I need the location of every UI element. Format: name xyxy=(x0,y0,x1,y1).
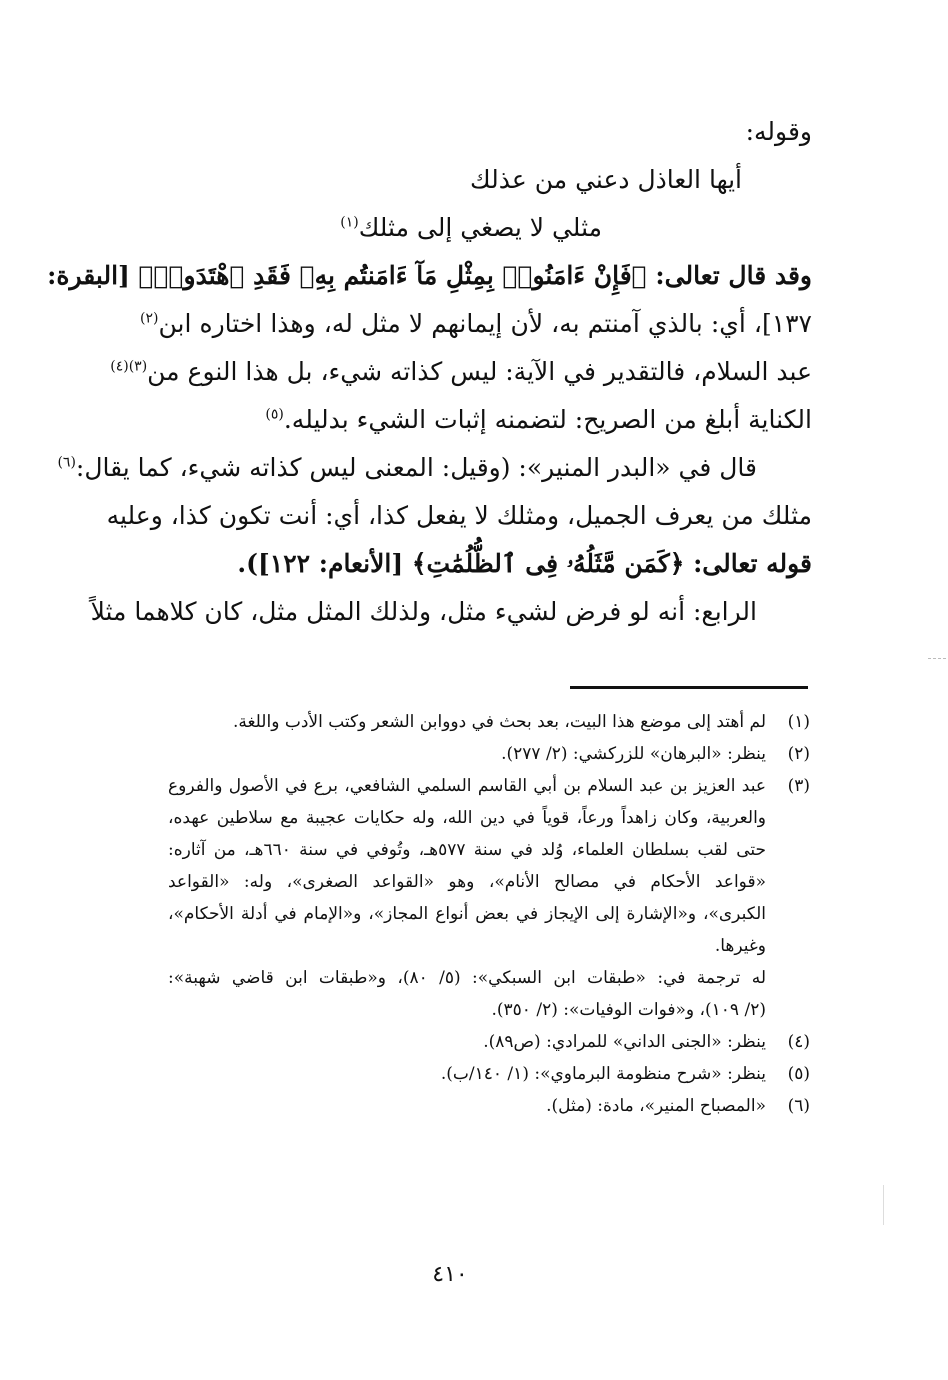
footnote-text: عبد العزيز بن عبد السلام بن أبي القاسم السلمي الشافعي، برع في الأصول والفروع xyxy=(168,776,766,796)
footnote-text: له ترجمة في: «طبقات ابن السبكي»: (٥/ ٨٠)، و«طبقات ابن قاضي شهبة»: xyxy=(168,968,767,988)
footnote xyxy=(168,738,810,770)
text-line xyxy=(57,444,812,492)
footnote-text: والعربية، وكان زاهداً ورعاً، قوياً في دين الله، وله حكايات عجيبة مع سلاطين عهده، xyxy=(168,808,766,828)
text-run: ١٣٧]، أي: بالذي آمنتم به، لأن إيمانهم لا مثل له، وهذا اختاره ابن xyxy=(158,309,812,338)
text-line: الرابع: أنه لو فرض لشيء مثل، ولذلك المثل مثل، كان كلاهما مثلاً xyxy=(90,597,757,626)
text-line: مثلك من يعرف الجميل، ومثلك لا يفعل كذا، أي: أنت تكون كذا، وعليه xyxy=(106,501,812,530)
footnote xyxy=(168,1090,810,1122)
footnote-divider xyxy=(570,686,808,689)
verse-line xyxy=(140,204,812,252)
footnote-ref: (١) xyxy=(340,214,359,231)
footnote xyxy=(168,1058,810,1090)
text-line: وقوله: xyxy=(745,117,812,146)
footnote xyxy=(168,770,810,1026)
footnote-number: (٥) xyxy=(787,1064,810,1084)
footnote-text: الكبرى»، و«الإشارة إلى الإيجاز في بعض أنواع المجاز»، و«الإمام في أدلة الأحكام»، xyxy=(168,904,766,924)
footnote-text: «قواعد الأحكام في مصالح الأنام»، وهو «القواعد الصغرى»، وله: «القواعد xyxy=(168,872,766,892)
footnote-number: (٦) xyxy=(787,1096,810,1116)
footnote-text: «المصباح المنير»، مادة: (مثل). xyxy=(546,1096,766,1116)
verse-text: مثلي لا يصغي إلى مثلك xyxy=(358,213,602,242)
footnote-text: لم أهتد إلى موضع هذا البيت، بعد بحث في دووابن الشعر وكتب الأدب واللغة. xyxy=(232,712,766,732)
page-number: ٤١٠ xyxy=(432,1262,468,1287)
text-run: الكناية أبلغ من الصريح: لتضمنه إثبات الشيء بدليله. xyxy=(283,405,812,434)
text-line: قوله تعالى: ﴿كَمَن مَّثَلُهُۥ فِى ٱلظُّلُمَٰتِ﴾ [الأنعام: ١٢٢]). xyxy=(237,549,812,578)
footnote-text: ينظر: «شرح منظومة البرماوي»: (١/ ١٤٠/ب). xyxy=(440,1064,766,1084)
text-run: عبد السلام، فالتقدير في الآية: ليس كذاته شيء، بل هذا النوع من xyxy=(147,357,812,386)
main-text xyxy=(47,108,812,636)
footnote-text: حتى لقب بسلطان العلماء، وُلد في سنة ٥٧٧هـ، وتُوفي في سنة ٦٦٠هـ، من آثاره: xyxy=(168,840,767,860)
text-line: وقد قال تعالى: ﴿فَإِنْ ءَامَنُوا۟ بِمِثْلِ مَآ ءَامَنتُم بِهِۦ فَقَدِ ٱهْتَدَوا۟﴾ [البقرة: xyxy=(47,261,812,290)
footnote-text: (٢/ ١٠٩)، و«فوات الوفيات»: (٢/ ٣٥٠). xyxy=(491,1000,766,1020)
footnote-text: وغيرها. xyxy=(714,936,766,956)
footnote xyxy=(168,706,810,738)
footnote-ref: (٢) xyxy=(140,310,159,327)
footnote-ref: (٣) xyxy=(128,358,148,375)
footnote-number: (٣) xyxy=(787,776,810,796)
text-line xyxy=(110,348,812,396)
text-line xyxy=(140,396,812,444)
footnote-text: ينظر: «البرهان» للزركشي: (٢/ ٢٧٧). xyxy=(501,744,766,764)
footnote-number: (٢) xyxy=(787,744,810,764)
footnote xyxy=(168,1026,810,1058)
scan-edge-line xyxy=(883,1185,884,1225)
footnote-text: ينظر: «الجنى الداني» للمرادي: (ص٨٩). xyxy=(483,1032,766,1052)
footnote-ref: (٥) xyxy=(265,406,284,423)
footnotes xyxy=(168,706,810,1122)
footnote-ref: (٤) xyxy=(110,358,129,375)
text-run: قال في «البدر المنير»: (وقيل: المعنى ليس كذاته شيء، كما يقال: xyxy=(75,453,757,482)
footnote-ref: (٦) xyxy=(57,454,76,471)
footnote-number: (١) xyxy=(787,712,810,732)
footnote-number: (٤) xyxy=(787,1032,810,1052)
verse-line: أيها العاذل دعني من عذلك xyxy=(470,165,742,194)
margin-mark xyxy=(928,658,946,659)
text-line xyxy=(140,300,812,348)
